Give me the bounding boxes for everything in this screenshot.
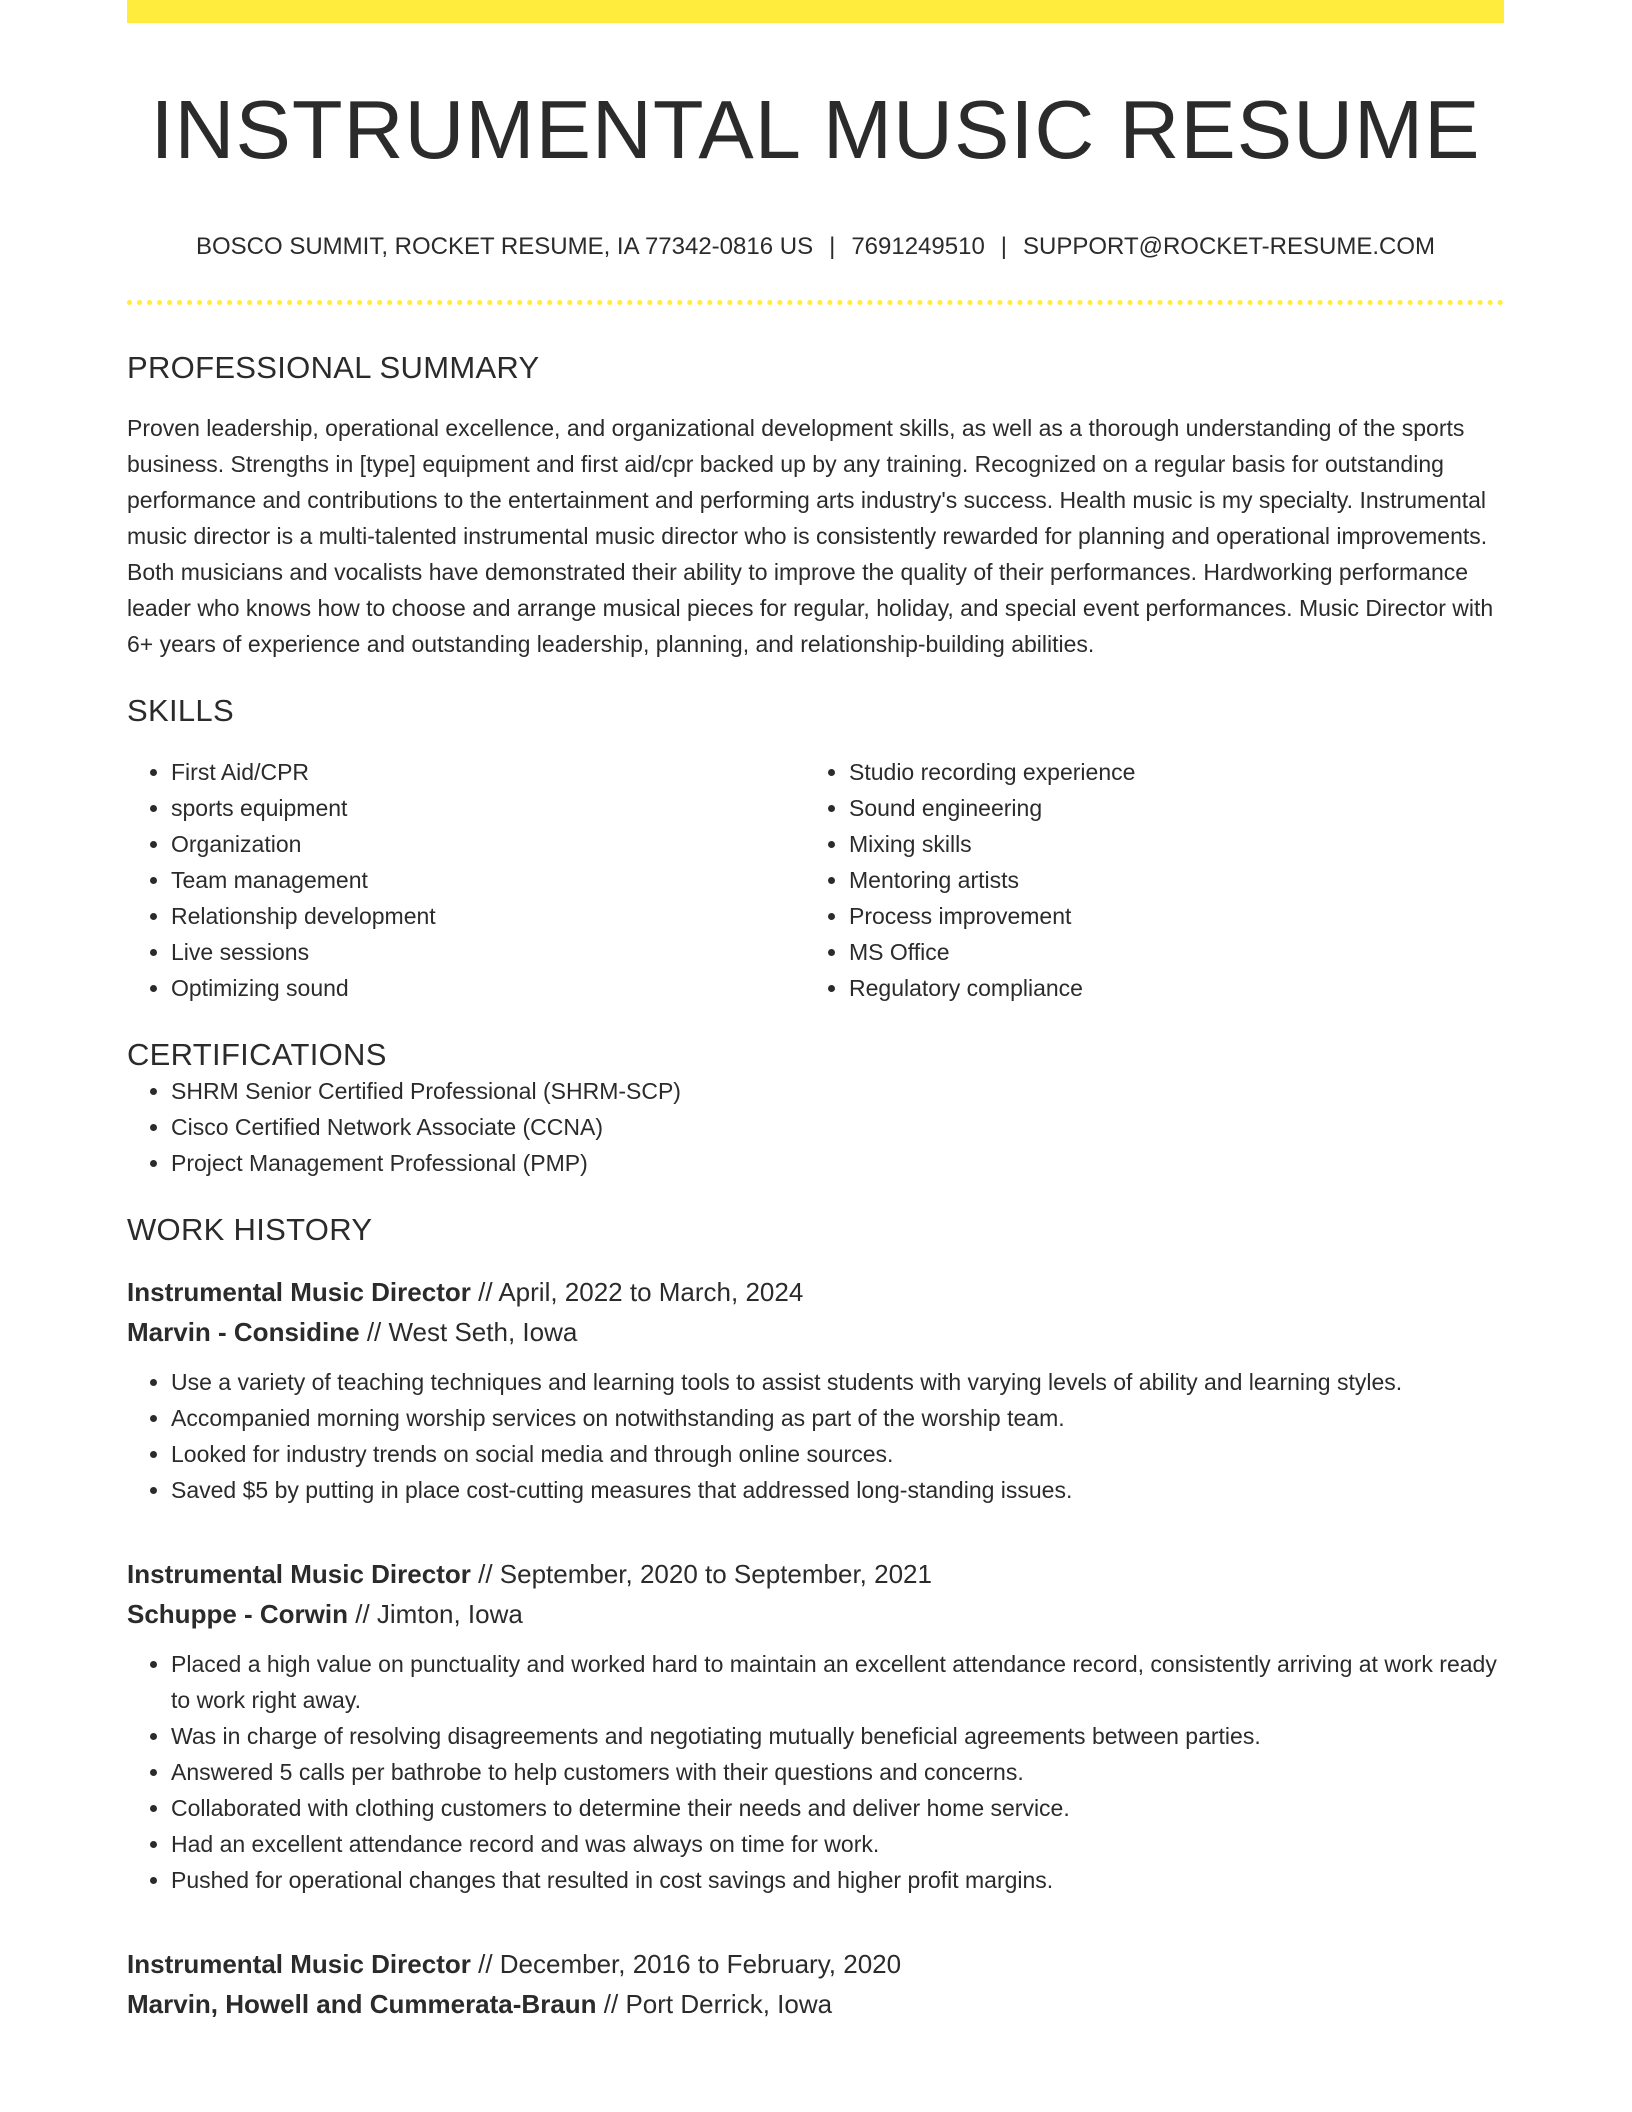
summary-heading: PROFESSIONAL SUMMARY <box>127 350 540 386</box>
job-bullet: • Collaborated with clothing customers to determine their needs and deliver home service. <box>171 1790 1504 1826</box>
job-dates: // December, 2016 to February, 2020 <box>478 1948 902 1979</box>
skill-item: • First Aid/CPR <box>171 754 805 790</box>
contact-address: BOSCO SUMMIT, ROCKET RESUME, IA 77342-0816 US <box>195 233 814 261</box>
job-role: Instrumental Music Director <box>127 1948 471 1979</box>
skill-item: • Relationship development <box>171 898 805 934</box>
job-bullets <box>127 1646 1504 1898</box>
job-role: Instrumental Music Director <box>127 1558 471 1589</box>
job-entry <box>127 1554 1504 1898</box>
certification-item: • Cisco Certified Network Associate (CCNA) <box>171 1109 1504 1145</box>
skill-item: • Live sessions <box>171 934 805 970</box>
job-dates: // April, 2022 to March, 2024 <box>478 1276 804 1307</box>
skills-grid <box>127 754 1504 1006</box>
job-entry <box>127 1944 1504 2024</box>
top-accent-bar <box>127 0 1504 23</box>
skills-heading: SKILLS <box>127 693 234 729</box>
job-location: // Jimton, Iowa <box>355 1598 523 1629</box>
skill-item: • sports equipment <box>171 790 805 826</box>
job-bullet: • Use a variety of teaching techniques and learning tools to assist students with varying levels of ability and learning styles. <box>171 1364 1504 1400</box>
resume-page <box>127 0 1504 2024</box>
certification-item: • SHRM Senior Certified Professional (SHRM-SCP) <box>171 1073 1504 1109</box>
job-company-line <box>127 1312 1504 1352</box>
skill-item: • Organization <box>171 826 805 862</box>
job-bullet: • Pushed for operational changes that resulted in cost savings and higher profit margins. <box>171 1862 1504 1898</box>
job-dates: // September, 2020 to September, 2021 <box>478 1558 932 1589</box>
job-role-line <box>127 1272 1504 1312</box>
job-bullet: • Looked for industry trends on social media and through online sources. <box>171 1436 1504 1472</box>
skills-list-right <box>805 754 1483 1006</box>
job-company-line <box>127 1984 1504 2024</box>
certifications-list <box>127 1073 1504 1181</box>
job-company-line <box>127 1594 1504 1634</box>
job-bullet: • Had an excellent attendance record and was always on time for work. <box>171 1826 1504 1862</box>
skill-item: • Mixing skills <box>849 826 1483 862</box>
contact-email: SUPPORT@ROCKET-RESUME.COM <box>1023 233 1435 261</box>
job-entry <box>127 1272 1504 1508</box>
certification-item: • Project Management Professional (PMP) <box>171 1145 1504 1181</box>
job-location: // Port Derrick, Iowa <box>603 1988 833 2019</box>
skill-item: • Studio recording experience <box>849 754 1483 790</box>
job-bullet: • Saved $5 by putting in place cost-cutting measures that addressed long-standing issues. <box>171 1472 1504 1508</box>
job-bullet: • Accompanied morning worship services on notwithstanding as part of the worship team. <box>171 1400 1504 1436</box>
skill-item: • Regulatory compliance <box>849 970 1483 1006</box>
contact-separator: | <box>829 233 836 261</box>
skill-item: • MS Office <box>849 934 1483 970</box>
job-company: Marvin, Howell and Cummerata-Braun <box>127 1988 597 2019</box>
contact-phone: 7691249510 <box>851 233 985 261</box>
job-bullet: • Answered 5 calls per bathrobe to help customers with their questions and concerns. <box>171 1754 1504 1790</box>
job-location: // West Seth, Iowa <box>366 1316 578 1347</box>
skill-item: • Process improvement <box>849 898 1483 934</box>
job-company: Schuppe - Corwin <box>127 1598 348 1629</box>
job-role: Instrumental Music Director <box>127 1276 471 1307</box>
skill-item: • Mentoring artists <box>849 862 1483 898</box>
summary-text: Proven leadership, operational excellence, and organizational development skills, as well as a thorough understanding of the sports business. Strengths in [type] equipment and first aid/cpr backed up by any training. Recognized on a regular basis for outstanding performance and contributions to the entertainment and performing arts industry's success. Health music is my specialty. Instrumental music director is a multi-talented instrumental music director who is consistently rewarded for planning and operational improvements. Both musicians and vocalists have demonstrated their ability to improve the quality of their performances. Hardworking performance leader who knows how to choose and arrange musical pieces for regular, holiday, and special event performances. Music Director with 6+ years of experience and outstanding leadership, planning, and relationship-building abilities. <box>127 415 1494 658</box>
job-bullet: • Placed a high value on punctuality and worked hard to maintain an excellent attendance record, consistently arriving at work ready to work right away. <box>171 1646 1504 1718</box>
skills-list-left <box>127 754 805 1006</box>
resume-title: INSTRUMENTAL MUSIC RESUME <box>150 83 1481 176</box>
job-bullets <box>127 1364 1504 1508</box>
job-company: Marvin - Considine <box>127 1316 360 1347</box>
contact-separator: | <box>1000 233 1008 261</box>
work-history-heading: WORK HISTORY <box>127 1211 373 1247</box>
skill-item: • Sound engineering <box>849 790 1483 826</box>
job-role-line <box>127 1554 1504 1594</box>
contact-line <box>127 233 1504 262</box>
certifications-heading: CERTIFICATIONS <box>127 1036 387 1072</box>
job-bullet: • Was in charge of resolving disagreements and negotiating mutually beneficial agreements between parties. <box>171 1718 1504 1754</box>
job-role-line <box>127 1944 1504 1984</box>
dotted-divider <box>127 300 1504 305</box>
skill-item: • Team management <box>171 862 805 898</box>
skill-item: • Optimizing sound <box>171 970 805 1006</box>
